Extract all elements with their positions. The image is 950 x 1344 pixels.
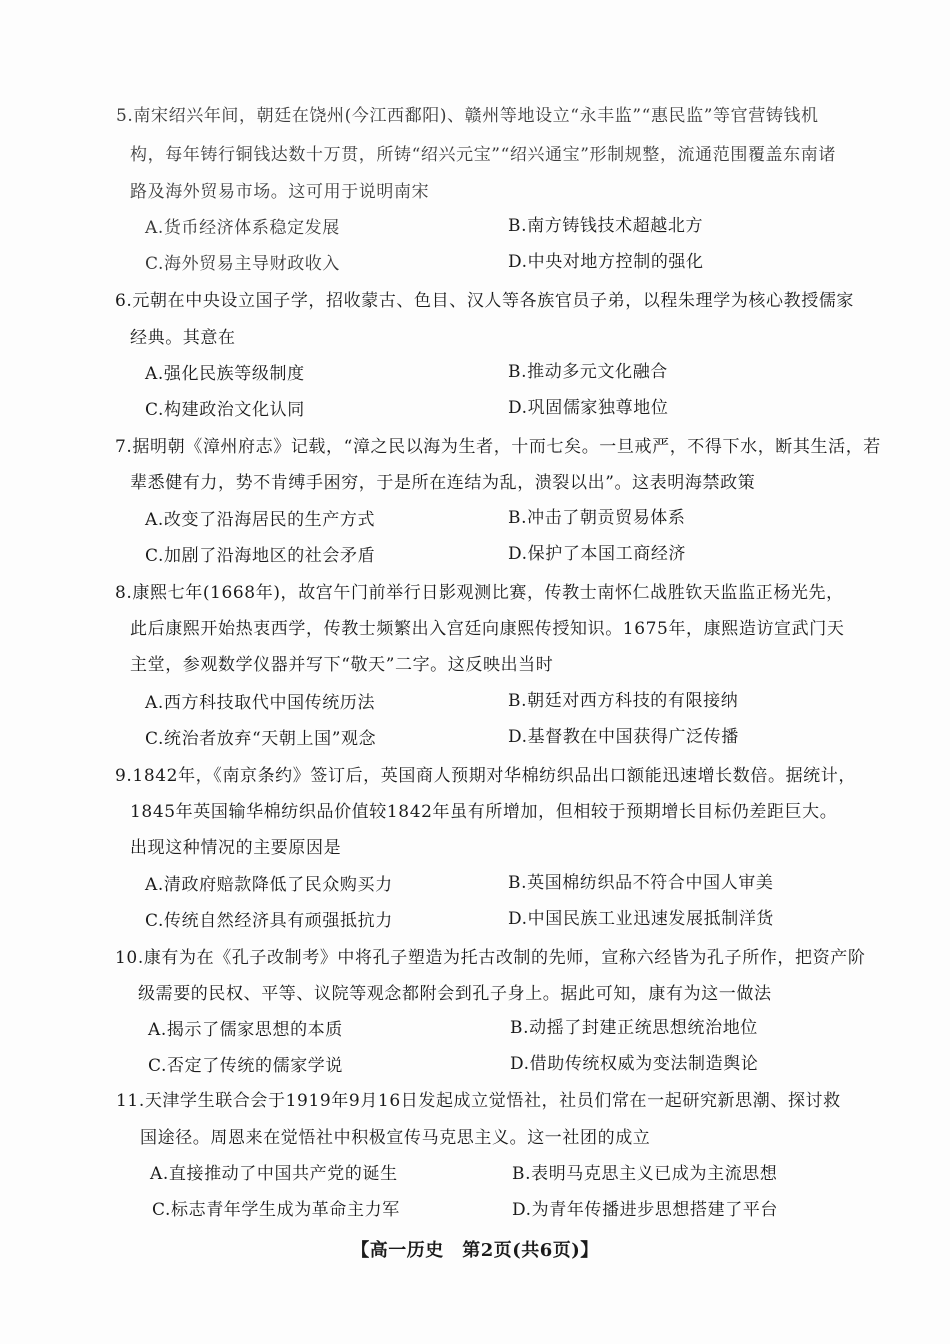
question-5-option-d: D.中央对地方控制的强化 [508, 252, 704, 272]
question-11-stem-line-2: 国途径。周恩来在觉悟社中积极宣传马克思主义。这一社团的成立 [140, 1128, 651, 1148]
question-7-stem-line-2: 辈悉健有力，势不肯缚手困穷，于是所在连结为乱，溃裂以出”。这表明海禁政策 [130, 473, 756, 493]
question-9-stem-line-2: 1845年英国输华棉纺织品价值较1842年虽有所增加，但相较于预期增长目标仍差距巨大。 [130, 802, 838, 822]
question-11-option-b: B.表明马克思主义已成为主流思想 [512, 1164, 778, 1184]
question-5-stem-line-3: 路及海外贸易市场。这可用于说明南宋 [130, 182, 430, 202]
question-7-option-c: C.加剧了沿海地区的社会矛盾 [145, 546, 376, 566]
question-9-option-c: C.传统自然经济具有顽强抵抗力 [145, 911, 393, 931]
question-6-stem-line-1: 6.元朝在中央设立国子学，招收蒙古、色目、汉人等各族官员子弟，以程朱理学为核心教授儒家 [115, 291, 855, 311]
question-11-stem-line-1: 11.天津学生联合会于1919年9月16日发起成立觉悟社，社员们常在一起研究新思潮、探讨救 [116, 1091, 841, 1111]
question-10-option-d: D.借助传统权威为变法制造舆论 [510, 1054, 759, 1074]
question-8-option-c: C.统治者放弃“天朝上国”观念 [145, 729, 377, 749]
question-6-option-d: D.巩固儒家独尊地位 [508, 398, 669, 418]
question-10-option-a: A.揭示了儒家思想的本质 [148, 1020, 343, 1040]
question-9-stem-line-3: 出现这种情况的主要原因是 [130, 838, 342, 858]
question-7-option-d: D.保护了本国工商经济 [508, 544, 687, 564]
question-6-option-b: B.推动多元文化融合 [508, 362, 668, 382]
question-5-option-a: A.货币经济体系稳定发展 [145, 218, 340, 238]
question-7-stem-line-1: 7.据明朝《漳州府志》记载，“漳之民以海为生者，十而七矣。一旦戒严，不得下水，断其生活，若 [115, 437, 881, 457]
question-10-option-b: B.动摇了封建正统思想统治地位 [510, 1018, 758, 1038]
question-11-option-c: C.标志青年学生成为革命主力军 [152, 1200, 400, 1220]
question-7-option-b: B.冲击了朝贡贸易体系 [508, 508, 686, 528]
question-8-stem-line-2: 此后康熙开始热衷西学，传教士频繁出入宫廷向康熙传授知识。1675年，康熙造访宣武门天 [130, 619, 845, 639]
question-8-option-a: A.西方科技取代中国传统历法 [145, 693, 376, 713]
question-10-stem-line-2: 级需要的民权、平等、议院等观念都附会到孔子身上。据此可知，康有为这一做法 [138, 984, 772, 1004]
question-8-stem-line-3: 主堂，参观数学仪器并写下“敬天”二字。这反映出当时 [130, 655, 554, 675]
question-5-option-b: B.南方铸钱技术超越北方 [508, 216, 704, 236]
question-7-option-a: A.改变了沿海居民的生产方式 [145, 510, 376, 530]
question-5-stem-line-1: 5.南宋绍兴年间，朝廷在饶州(今江西鄱阳)、赣州等地设立“永丰监”“惠民监”等官营铸钱机 [116, 106, 819, 126]
question-6-option-a: A.强化民族等级制度 [145, 364, 305, 384]
question-5-stem-line-2: 构，每年铸行铜钱达数十万贯，所铸“绍兴元宝”“绍兴通宝”形制规整，流通范围覆盖东南诸 [130, 145, 836, 165]
question-9-option-b: B.英国棉纺织品不符合中国人审美 [508, 873, 774, 893]
question-9-option-d: D.中国民族工业迅速发展抵制洋货 [508, 909, 775, 929]
question-11-option-d: D.为青年传播进步思想搭建了平台 [512, 1200, 779, 1220]
question-8-option-d: D.基督教在中国获得广泛传播 [508, 727, 739, 747]
question-9-option-a: A.清政府赔款降低了民众购买力 [145, 875, 393, 895]
question-5-option-c: C.海外贸易主导财政收入 [145, 254, 341, 274]
question-10-option-c: C.否定了传统的儒家学说 [148, 1056, 344, 1076]
page-footer: 【高一历史 第2页(共6页)】 [351, 1240, 599, 1261]
question-8-option-b: B.朝廷对西方科技的有限接纳 [508, 691, 739, 711]
question-11-option-a: A.直接推动了中国共产党的诞生 [150, 1164, 398, 1184]
question-10-stem-line-1: 10.康有为在《孔子改制考》中将孔子塑造为托古改制的先师，宣称六经皆为孔子所作，把资产阶 [115, 948, 866, 968]
question-6-stem-line-2: 经典。其意在 [130, 328, 236, 348]
question-9-stem-line-1: 9.1842年，《南京条约》签订后，英国商人预期对华棉纺织品出口额能迅速增长数倍。据统计， [115, 766, 856, 786]
question-8-stem-line-1: 8.康熙七年(1668年)，故宫午门前举行日影观测比赛，传教士南怀仁战胜钦天监监正杨光先， [115, 583, 844, 603]
question-6-option-c: C.构建政治文化认同 [145, 400, 305, 420]
